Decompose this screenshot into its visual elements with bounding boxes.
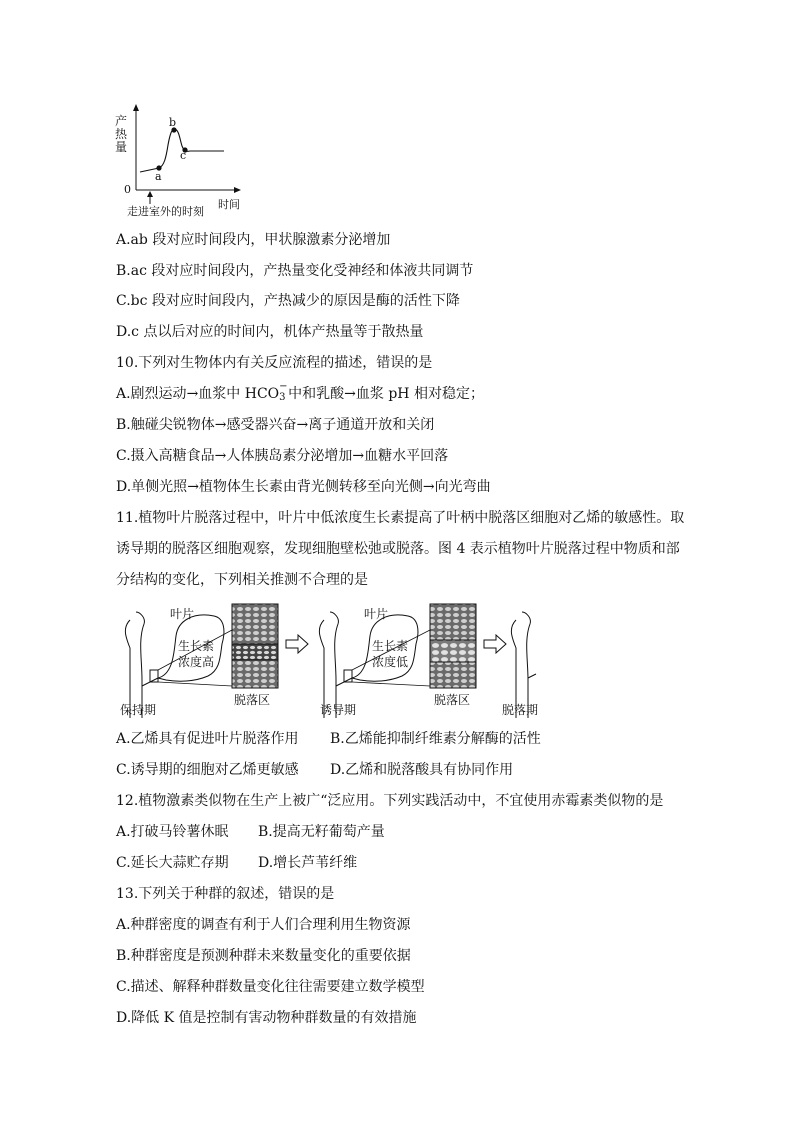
q10a-part: A.剧烈运动 — [116, 386, 187, 402]
arrow-icon: → — [344, 386, 356, 402]
q13-option-c: C.描述、解释种群数量变化往往需要建立数学模型 — [116, 979, 425, 995]
block-arrow-icon-1 — [286, 635, 308, 653]
q12-option-c: C.延长大蒜贮存期 — [116, 855, 229, 871]
stage-label-1: 保持期 — [120, 703, 157, 717]
y-axis-label-char: 热 — [115, 127, 128, 141]
auxin-label-2a: 生长素 — [372, 639, 409, 653]
stage-label-3: 脱落期 — [502, 703, 539, 717]
q13-option-a: A.种群密度的调查有利于人们合理利用生物资源 — [116, 917, 411, 933]
q10b-part: 感受器兴奋 — [226, 417, 297, 433]
abscission-zone-label-2: 脱落区 — [434, 693, 471, 707]
cell-micrograph-2-bottom — [430, 662, 476, 688]
entry-moment-label: 走进室外的时刻 — [127, 205, 204, 218]
arrow-icon: → — [296, 417, 309, 433]
stage-label-2: 诱导期 — [320, 703, 357, 717]
auxin-label-2b: 浓度低 — [372, 655, 409, 669]
point-b-label: b — [169, 116, 177, 129]
arrow-icon: → — [214, 448, 227, 464]
block-arrow-icon-2 — [484, 635, 506, 653]
q9-option-d: D.c 点以后对应的时间内，机体产热量等于散热量 — [116, 324, 424, 340]
q13-option-b: B.种群密度是预测种群未来数量变化的重要依据 — [116, 948, 411, 964]
q11-stem-line: 11.植物叶片脱落过程中，叶片中低浓度生长素提高了叶柄中脱落区细胞对乙烯的敏感性。取 — [116, 510, 685, 526]
arrow-icon: → — [214, 417, 227, 433]
q10-option-a — [116, 381, 484, 404]
q11-option-a: A.乙烯具有促进叶片脱落作用 — [116, 731, 299, 747]
q10c-part: 人体胰岛素分泌增加 — [226, 448, 353, 464]
cell-micrograph-1-bottom — [232, 660, 278, 688]
cell-micrograph-1-mid — [232, 644, 278, 660]
q10a-part: 血浆 pH 相对稳定； — [355, 386, 484, 402]
q12-stem: 12.植物激素类似物在生产上被广“泛应用。下列实践活动中，不宜使用赤霉素类似物的是 — [116, 793, 664, 809]
q11-option-c: C.诱导期的细胞对乙烯更敏感 — [116, 762, 299, 778]
q10-option-d — [116, 477, 491, 497]
q13-stem: 13.下列关于种群的叙述，错误的是 — [116, 886, 335, 902]
q10b-part: 离子通道开放和关闭 — [308, 417, 435, 433]
q10-option-c — [116, 446, 448, 466]
q11-option-b: B.乙烯能抑制纤维素分解酶的活性 — [330, 731, 541, 747]
heat-production-graph — [112, 100, 247, 218]
q11-stem-line: 分结构的变化，下列相关推测不合理的是 — [116, 572, 368, 588]
q10c-part: C.摄入高糖食品 — [116, 448, 215, 464]
q10c-part: 血糖水平回落 — [364, 448, 449, 464]
q10a-sub-sup — [279, 381, 288, 403]
q9-option-a: A.ab 段对应时间段内，甲状腺激素分泌增加 — [116, 232, 391, 248]
arrow-icon: → — [187, 479, 199, 495]
leaf-abscission-figure — [116, 600, 546, 722]
q12-option-b: B.提高无籽葡萄产量 — [258, 824, 385, 840]
q10d-part: 向光弯曲 — [434, 479, 491, 495]
arrow-icon: → — [352, 448, 365, 464]
q10a-part: 血浆中 HCO — [198, 386, 280, 402]
q11-stem-line: 诱导期的脱落区细胞观察，发现细胞壁松弛或脱落。图 4 表示植物叶片脱落过程中物质和部 — [116, 541, 680, 557]
cell-micrograph-2-mid — [430, 640, 476, 662]
point-a-label: a — [155, 170, 162, 183]
q13-option-d: D.降低 K 值是控制有害动物种群数量的有效措施 — [116, 1010, 417, 1026]
point-c-label: c — [180, 149, 187, 162]
auxin-label-1b: 浓度高 — [178, 655, 215, 669]
q10a-part: 中和乳酸 — [288, 386, 345, 402]
abscission-zone-label-1: 脱落区 — [234, 693, 271, 707]
leaf-label-1: 叶片 — [170, 607, 195, 621]
q10-option-b — [116, 415, 434, 435]
cell-micrograph-2-top — [430, 604, 476, 640]
arrow-icon: → — [186, 386, 199, 402]
q12-option-a: A.打破马铃薯休眠 — [116, 824, 229, 840]
callout-line-2b — [352, 682, 430, 686]
q11-option-d: D.乙烯和脱落酸具有协同作用 — [330, 762, 514, 778]
q10b-part: B.触碰尖锐物体 — [116, 417, 215, 433]
auxin-label-1a: 生长素 — [178, 639, 215, 653]
arrow-icon: → — [422, 479, 435, 495]
q10-stem: 10.下列对生物体内有关反应流程的描述，错误的是 — [116, 355, 433, 371]
y-axis-label-char: 产 — [115, 114, 128, 128]
q9-option-b: B.ac 段对应时间段内，产热量变化受神经和体液共同调节 — [116, 263, 474, 279]
q12-option-d: D.增长芦苇纤维 — [258, 855, 358, 871]
subscript: 3 — [279, 392, 286, 403]
y-axis-label-char: 量 — [115, 140, 128, 154]
superscript: − — [279, 381, 288, 392]
q9-option-c: C.bc 段对应时间段内，产热减少的原因是酶的活性下降 — [116, 293, 460, 309]
x-axis-label: 时间 — [218, 198, 240, 211]
cell-micrograph-1-top — [232, 604, 278, 644]
callout-line-1b — [158, 682, 232, 686]
leaf-label-2: 叶片 — [364, 607, 389, 621]
q10d-part: 植物体生长素由背光侧转移至向光侧 — [198, 479, 423, 495]
origin-label: 0 — [124, 183, 131, 196]
q10d-part: D.单侧光照 — [116, 479, 188, 495]
